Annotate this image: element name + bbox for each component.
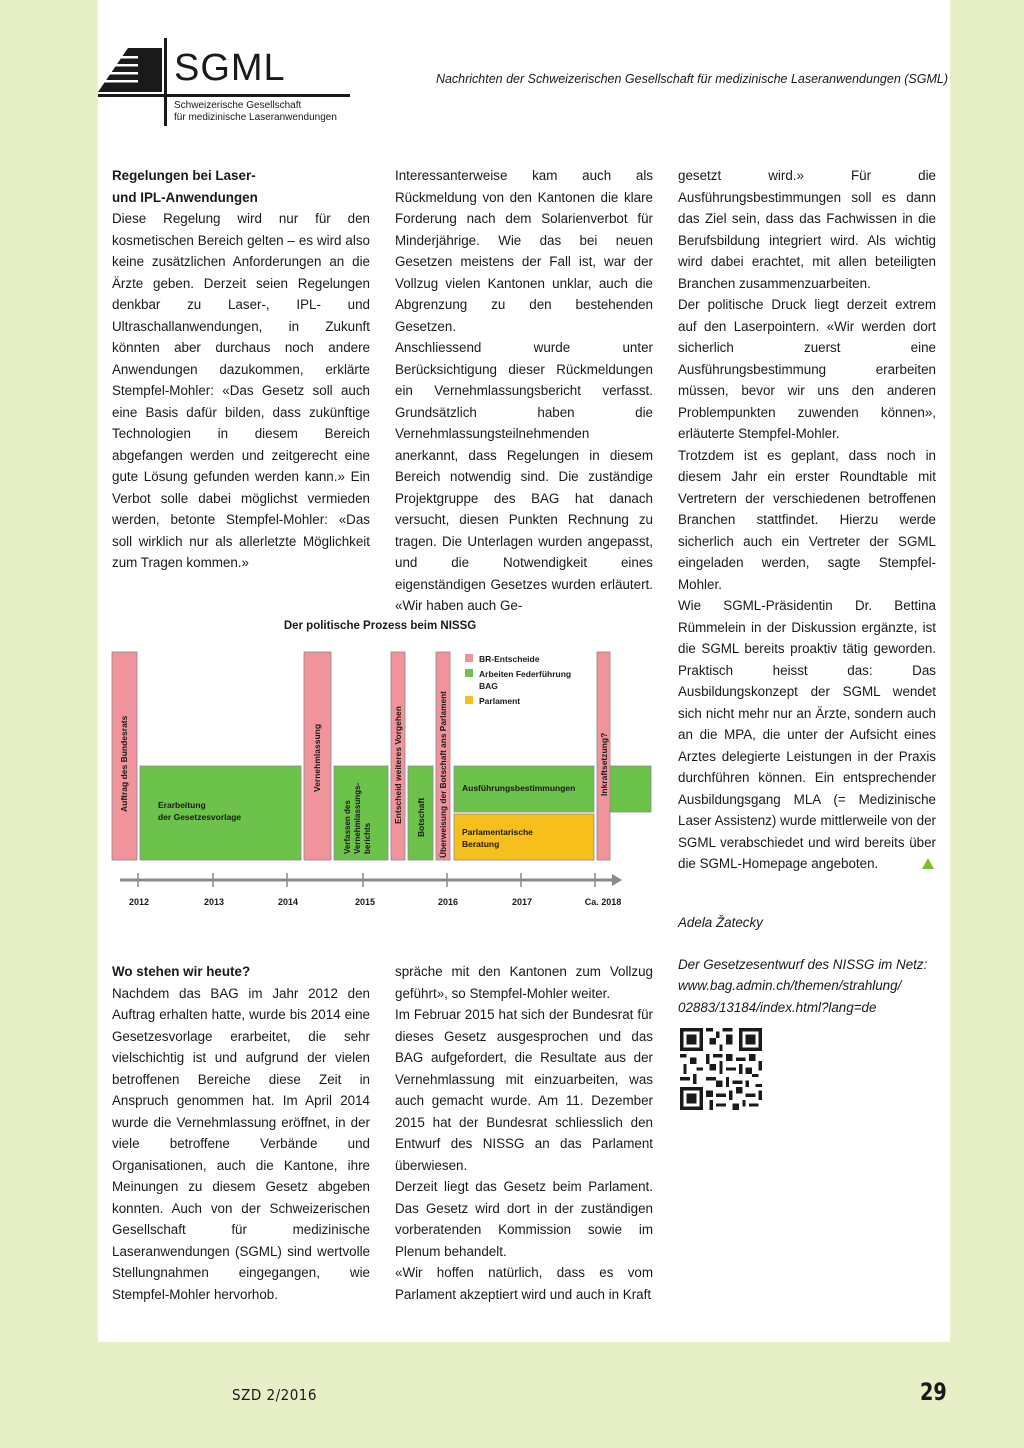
- paragraph: Der politische Druck liegt derzeit extrem auf den Laserpointern. «Wir werden dort sicherlich zuerst eine Ausführungsbestimmung erarbeiten müssen, bevor wir uns den anderen Problempunkten zuwenden können», erläuterte Stempfel-Mohler.: [678, 297, 936, 441]
- logo-subtitle: [174, 100, 337, 124]
- logo-rule-vertical: [164, 38, 167, 126]
- logo-subtitle-line: für medizinische Laseranwendungen: [174, 112, 337, 123]
- bar-label: Inkraftsetzung?: [599, 732, 609, 796]
- legend-swatch-bag: [465, 669, 473, 677]
- paragraph: Trotzdem ist es geplant, dass noch in diesem Jahr ein erster Roundtable mit Vertretern der verschiedenen betroffenen Branchen stattfindet. Hierzu werde sicherlich auch ein Vertreter der SGML eingeladen werden, sagte Stempfel-Mohler.: [678, 447, 936, 592]
- paragraph: Derzeit liegt das Gesetz beim Parlament. Das Gesetz wird dort in der zuständigen vorberatenden Kommission sowie im Plenum behandelt.: [395, 1179, 653, 1259]
- bar-parlamentarisch: [454, 814, 594, 860]
- section-heading: und IPL-Anwendungen: [112, 189, 258, 205]
- svg-text:berichts: berichts: [363, 822, 372, 854]
- column-2-lower: [395, 961, 653, 1305]
- legend-label: Parlament: [479, 696, 521, 706]
- legend-swatch-br: [465, 654, 473, 662]
- running-title: Nachrichten der Schweizerischen Gesellschaft für medizinische Laseranwendungen (SGML): [435, 72, 948, 86]
- axis-tick-label: 2017: [511, 897, 533, 907]
- column-2: [395, 165, 653, 617]
- paragraph: Interessanterweise kam auch als Rückmeldung von den Kantonen die klare Forderung nach dem Solarienverbot für Minderjährige. Wie das bei neuen Gesetzen meistens der Fall ist, war der Vollzug vielen Kantonen unklar, auch die Abgrenzung zu den bestehenden Gesetzen.: [395, 168, 653, 334]
- bar-label: Überweisung der Botschaft ans Parlament: [438, 691, 448, 858]
- link-url[interactable]: 02883/13184/index.html?lang=de: [678, 999, 877, 1015]
- author: Adela Žatecky: [678, 915, 763, 930]
- bar-label: Vernehmlassung: [312, 723, 322, 792]
- process-chart: [98, 612, 658, 917]
- axis-tick-label: 2015: [354, 897, 376, 907]
- section-heading: Wo stehen wir heute?: [112, 964, 251, 979]
- chart-title: Der politische Prozess beim NISSG: [283, 620, 477, 632]
- axis-arrow-icon: [612, 874, 622, 886]
- paragraph: spräche mit den Kantonen zum Vollzug geführt», so Stempfel-Mohler weiter.: [395, 964, 653, 1001]
- paragraph: gesetzt wird.» Für die Ausführungsbestimmungen soll es dann das Ziel sein, dass das Fachwissen in die Berufsbildung integriert wird. Als wichtig wird dabei erachtet, mit allen beteiligten Branchen zusammenzuarbeiten.: [678, 168, 936, 291]
- axis-tick-label: 2014: [277, 897, 299, 907]
- steps-icon: [98, 42, 162, 96]
- issue-label: SZD 2/2016: [232, 1386, 317, 1404]
- bar-ausfuehrung-right: [610, 766, 651, 812]
- paragraph-text: Wie SGML-Präsidentin Dr. Bettina Rümmelein in der Diskussion ergänzte, ist die SGML bereits proaktiv tätig geworden. Praktisch heisst das: Das Ausbildungskonzept der SGML wendet sich nicht mehr nur an Ärzte, sondern auch an die MPA, die unter der Aufsicht eines Arztes delegierte Leistungen in der Praxis durchführen können. Ein entsprechender Ausbildungsgang MLA (= Medizinische Laser Assistenz) wurde mittlerweile von der SGML verabschiedet und wird bereits über die SGML-Homepage angeboten.: [678, 598, 936, 871]
- axis-tick-label: 2016: [437, 897, 459, 907]
- paragraph: Im Februar 2015 hat sich der Bundesrat für dieses Gesetz ausgesprochen und das BAG aufgefordert, die Resultate aus der Vernehmlassung mit einzuarbeiten, was auch gemacht wurde. Am 11. Dezember 2015 hat der Bundesrat schliesslich den Entwurf des NISSG an das Parlament überwiesen.: [395, 1007, 653, 1173]
- legend-swatch-parlament: [465, 696, 473, 704]
- logo-subtitle-line: Schweizerische Gesellschaft: [174, 100, 302, 111]
- link-caption: Der Gesetzesentwurf des NISSG im Netz:: [678, 956, 928, 972]
- legend-label: BR-Entscheide: [479, 654, 540, 664]
- bar-label: Erarbeitung der Gesetzesvorlage: [158, 800, 242, 822]
- paragraph: Diese Regelung wird nur für den kosmetischen Bereich gelten – es wird also keine zusätzlichen Anforderungen an die Ärzte geben. Derzeit seien Regelungen denkbar zu Laser-, IPL- und Ultraschallanwendungen, in Zukunft könnten aber durchaus noch andere Anwendungen dazukommen, erklärte Stempfel-Mohler: «Das Gesetz soll auch eine Basis dafür bilden, dass zukünftige Technologien in diesem Bereich abgefangen werden und zeitgerecht eine gute Lösung gefunden werden kann.» Ein Verbot solle dabei möglichst vermieden werden, betonte Stempfel-Mohler: «Das soll wirklich nur als allerletzte Möglichkeit zum Tragen kommen.»: [112, 211, 370, 570]
- bar-label: Botschaft: [416, 797, 426, 837]
- bar-label: Entscheid weiteres Vorgehen: [393, 706, 403, 824]
- section-heading: Regelungen bei Laser-: [112, 168, 256, 183]
- link-url[interactable]: www.bag.admin.ch/themen/strahlung/: [678, 978, 902, 993]
- axis-tick-label: 2013: [203, 897, 225, 907]
- page: [98, 0, 950, 1342]
- logo-rule: [98, 94, 350, 97]
- paragraph: «Wir hoffen natürlich, dass es vom Parlament akzeptiert wird und auch in Kraft: [395, 1265, 653, 1302]
- bar-label: Ausführungsbestimmungen: [462, 783, 576, 793]
- legend-label: Arbeiten Federführung BAG: [479, 669, 572, 691]
- axis-tick-label: Ca. 2018: [584, 897, 622, 907]
- author-block: [678, 912, 936, 1018]
- paragraph: [678, 595, 936, 875]
- page-number: 29: [920, 1378, 947, 1406]
- qr-code-icon[interactable]: [680, 1028, 762, 1110]
- axis-tick-label: 2012: [128, 897, 150, 907]
- column-1-lower: [112, 961, 370, 1305]
- svg-text:Verfassen des: Verfassen des: [343, 800, 352, 854]
- logo-wordmark: SGML: [174, 47, 286, 89]
- paragraph: Nachdem das BAG im Jahr 2012 den Auftrag erhalten hatte, wurde bis 2014 eine Gesetzesvorlage erarbeitet, die sehr vielschichtig ist und aufgrund der vielen betroffenen Bereiche diese Zeit in Anspruch genommen hat. Im April 2014 wurde die Vernehmlassung eröffnet, in der viele betroffene Verbände und Organisationen, auch die Kantone, ihre Meinungen zu diesem Gesetz abgeben konnten. Auch von der Schweizerischen Gesellschaft für medizinische Laseranwendungen (SGML) sind wertvolle Stellungnahmen eingegangen, wie Stempfel-Mohler hervorhob.: [112, 985, 370, 1302]
- spacer: [678, 934, 936, 954]
- sgml-logo: [98, 38, 350, 128]
- bar-label: Parlamentarische Beratung: [462, 827, 533, 849]
- paragraph: Anschliessend wurde unter Berücksichtigung dieser Rückmeldungen ein Vernehmlassungsbericht verfasst. Grundsätzlich haben die Vernehmlassungsteilnehmenden anerkannt, dass Regelungen in diesem Bereich notwendig sind. Die zuständige Projektgruppe des BAG hat danach versucht, diesen Punkten Rechnung zu tragen. Die Unterlagen wurden angepasst, und die Notwendigkeit eines eigenständigen Gesetzes wurden erläutert. «Wir haben auch Ge-: [395, 340, 653, 613]
- svg-text:Vernehmlassungs-: Vernehmlassungs-: [353, 782, 362, 854]
- column-3: [678, 165, 936, 875]
- bar-label: Auftrag des Bundesrats: [119, 715, 129, 812]
- column-1: [112, 165, 370, 574]
- end-mark-icon: [922, 858, 934, 869]
